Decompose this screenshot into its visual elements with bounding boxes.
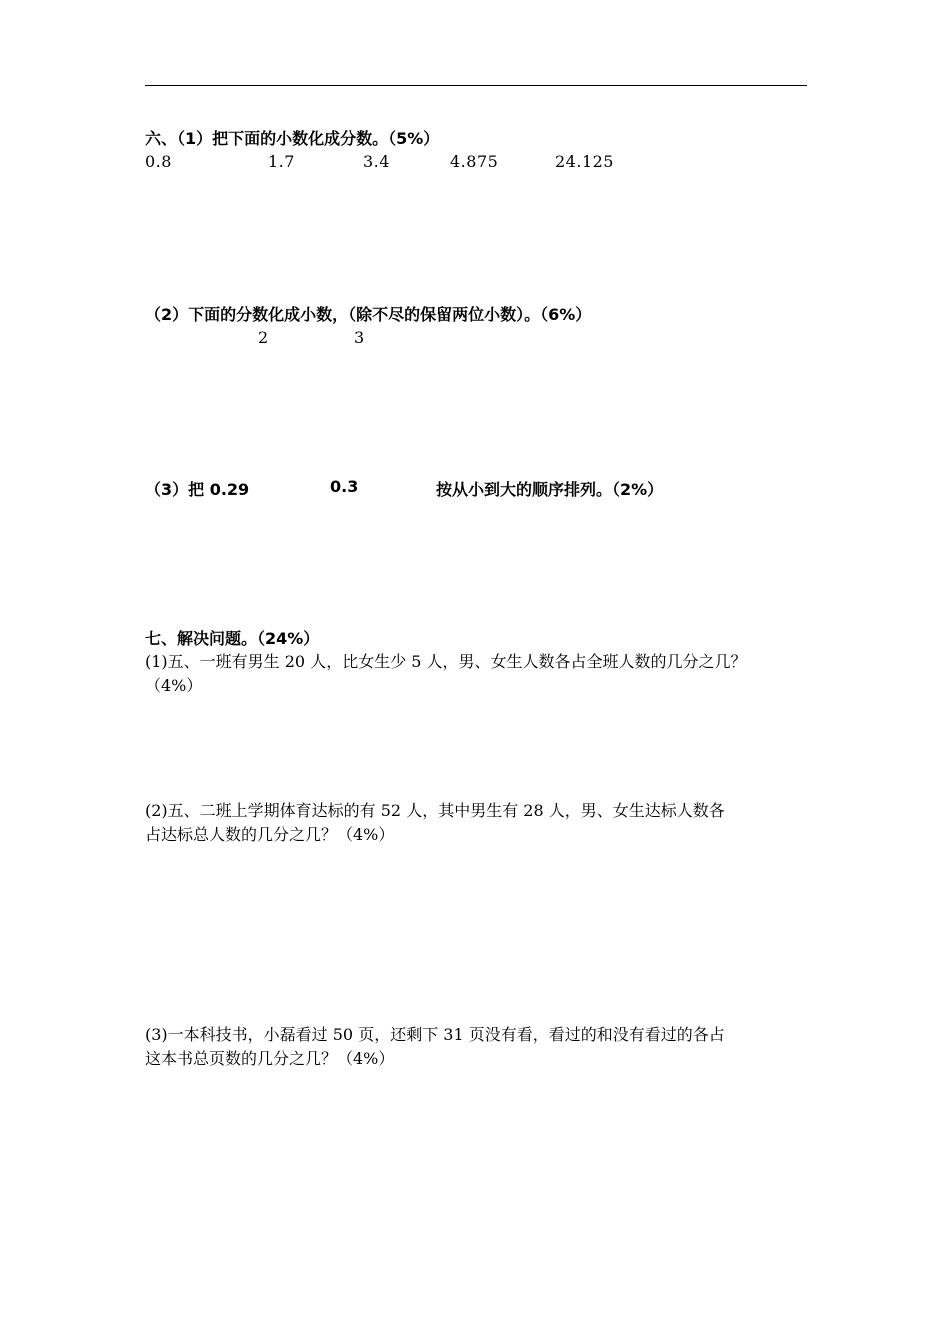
section-6-heading: 六、（1）把下面的小数化成分数。（5%） — [145, 129, 440, 148]
decimal-item: 4.875 — [450, 152, 499, 171]
decimal-item: 24.125 — [555, 152, 614, 171]
header-rule — [145, 85, 807, 86]
question-2-line-2: 占达标总人数的几分之几？（4%） — [145, 825, 395, 844]
question-1-line-2: （4%） — [145, 676, 203, 695]
question-1-line-1: (1)五、一班有男生 20 人，比女生少 5 人，男、女生人数各占全班人数的几分之几？ — [145, 652, 747, 671]
question-3-line-2: 这本书总页数的几分之几？（4%） — [145, 1049, 395, 1068]
question-2-line-1: (2)五、二班上学期体育达标的有 52 人，其中男生有 28 人，男、女生达标人数各 — [145, 801, 725, 820]
decimal-item: 3.4 — [363, 152, 390, 171]
decimal-item: 1.7 — [268, 152, 295, 171]
section-6-part-3-suffix: 按从小到大的顺序排列。（2%） — [436, 480, 664, 499]
fraction-denominator: 3 — [354, 328, 365, 347]
decimal-item: 0.8 — [145, 152, 172, 171]
section-6-part-3-value: 0.3 — [330, 477, 359, 496]
question-3-line-1: (3)一本科技书，小磊看过 50 页，还剩下 31 页没有看，看过的和没有看过的各占 — [145, 1025, 725, 1044]
section-7-heading: 七、解决问题。（24%） — [145, 629, 320, 648]
section-6-part-2: （2）下面的分数化成小数，（除不尽的保留两位小数）。（6%） — [145, 305, 592, 324]
fraction-denominator: 2 — [258, 328, 269, 347]
section-6-part-3-prefix: （3）把 0.29 — [145, 480, 250, 499]
